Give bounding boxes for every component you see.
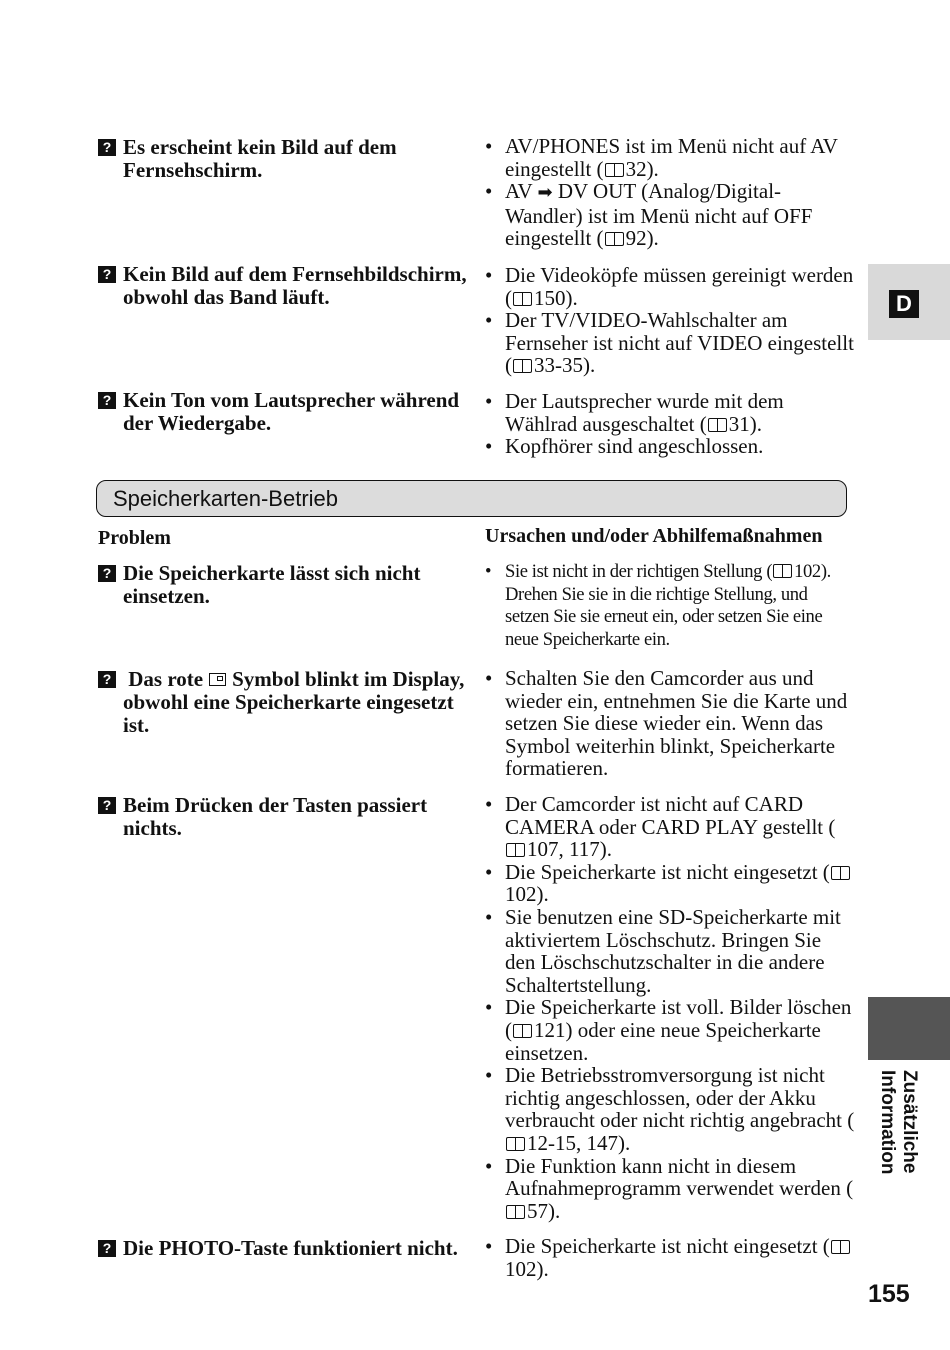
causes-list	[485, 793, 855, 1222]
book-icon	[513, 359, 532, 373]
cause-item: • Der Camcorder ist nicht auf CARD CAMERA oder CARD PLAY gestellt (107, 117).	[485, 793, 855, 861]
page-number: 155	[868, 1280, 910, 1308]
problem-text: ? Kein Bild auf dem Fernsehbildschirm, obwohl das Band läuft.	[98, 263, 468, 309]
cause-item: • Die Funktion kann nicht in diesem Aufnahmeprogramm verwendet werden (57).	[485, 1155, 855, 1223]
cause-item: • AV/PHONES ist im Menü nicht auf AV eingestellt ( 32).	[485, 135, 855, 180]
section-title: Speicherkarten-Betrieb	[113, 486, 339, 511]
cause-item: • Der TV/VIDEO-Wahlschalter am Fernseher ist nicht auf VIDEO eingestellt ( 33-35).	[485, 309, 855, 377]
problem-text: ? Kein Ton vom Lautsprecher während der Wiedergabe.	[98, 389, 468, 435]
cause-item: • Die Betriebsstromversorgung ist nicht richtig angeschlossen, oder der Akku verbraucht oder nicht richtig angebracht (12-15, 147).	[485, 1064, 855, 1154]
language-tab-letter: D	[889, 290, 919, 318]
causes-list	[485, 390, 855, 458]
book-icon	[708, 418, 727, 432]
question-icon: ?	[98, 671, 116, 688]
column-header-causes: Ursachen und/oder Abhilfemaßnahmen	[485, 525, 823, 547]
book-icon	[506, 1137, 525, 1151]
section-tab-marker	[868, 997, 950, 1060]
cause-item: • Die Speicherkarte ist nicht eingesetzt (102).	[485, 861, 855, 906]
problem-text: ? Die Speicherkarte lässt sich nicht einsetzen.	[98, 562, 468, 608]
side-label-line-2: Information	[877, 1070, 898, 1175]
cause-item: • Die Videoköpfe müssen gereinigt werden ( 150).	[485, 264, 855, 309]
book-icon	[831, 1240, 850, 1254]
book-icon	[506, 1205, 525, 1219]
causes-list	[485, 264, 855, 377]
language-tab	[868, 264, 950, 340]
problem-text: ? Das rote Symbol blinkt im Display, obwohl eine Speicherkarte eingesetzt ist.	[98, 668, 468, 737]
book-icon	[513, 292, 532, 306]
cause-item: • Der Lautsprecher wurde mit dem Wählrad ausgeschaltet ( 31).	[485, 390, 855, 435]
question-icon: ?	[98, 797, 116, 814]
memory-card-icon	[209, 673, 226, 686]
cause-item: • Die Speicherkarte ist nicht eingesetzt (102).	[485, 1235, 855, 1280]
problem-text: ? Es erscheint kein Bild auf dem Fernsehschirm.	[98, 136, 468, 182]
section-header-bar	[96, 480, 847, 517]
book-icon	[513, 1024, 532, 1038]
cause-item: • Die Speicherkarte ist voll. Bilder löschen ( 121) oder eine neue Speicherkarte einsetzen.	[485, 996, 855, 1064]
question-icon: ?	[98, 139, 116, 156]
book-icon	[605, 163, 624, 177]
question-icon: ?	[98, 1240, 116, 1257]
cause-item: • Schalten Sie den Camcorder aus und wieder ein, entnehmen Sie die Karte und setzen Sie diese wieder ein. Wenn das Symbol weiterhin blinkt, Speicherkarte formatieren.	[485, 667, 855, 780]
cause-item: • AV ➡ DV OUT (Analog/Digital-Wandler) ist im Menü nicht auf OFF eingestellt ( 92).	[485, 180, 855, 250]
book-icon	[831, 866, 850, 880]
book-icon	[506, 843, 525, 857]
book-icon	[773, 564, 792, 578]
question-icon: ?	[98, 565, 116, 582]
cause-item: • Sie ist nicht in der richtigen Stellung ( 102). Drehen Sie sie in die richtige Stellung, und setzen Sie sie erneut ein, oder setzen Sie eine neue Speicherkarte ein.	[485, 561, 855, 651]
question-icon: ?	[98, 266, 116, 283]
causes-list	[485, 1235, 855, 1280]
question-icon: ?	[98, 392, 116, 409]
problem-text: ? Die PHOTO-Taste funktioniert nicht.	[98, 1237, 468, 1260]
arrow-right-icon: ➡	[537, 182, 553, 204]
column-header-problem: Problem	[98, 527, 171, 549]
causes-list	[485, 561, 855, 651]
section-side-label	[868, 1070, 918, 1190]
cause-item: • Sie benutzen eine SD-Speicherkarte mit aktiviertem Löschschutz. Bringen Sie den Löschschutzschalter in die andere Schaltertstellung.	[485, 906, 855, 996]
book-icon	[605, 232, 624, 246]
causes-list	[485, 667, 855, 780]
cause-item: • Kopfhörer sind angeschlossen.	[485, 435, 855, 458]
causes-list	[485, 135, 855, 250]
side-label-line-1: Zusätzliche	[899, 1070, 920, 1174]
problem-text: ? Beim Drücken der Tasten passiert nichts.	[98, 794, 468, 840]
